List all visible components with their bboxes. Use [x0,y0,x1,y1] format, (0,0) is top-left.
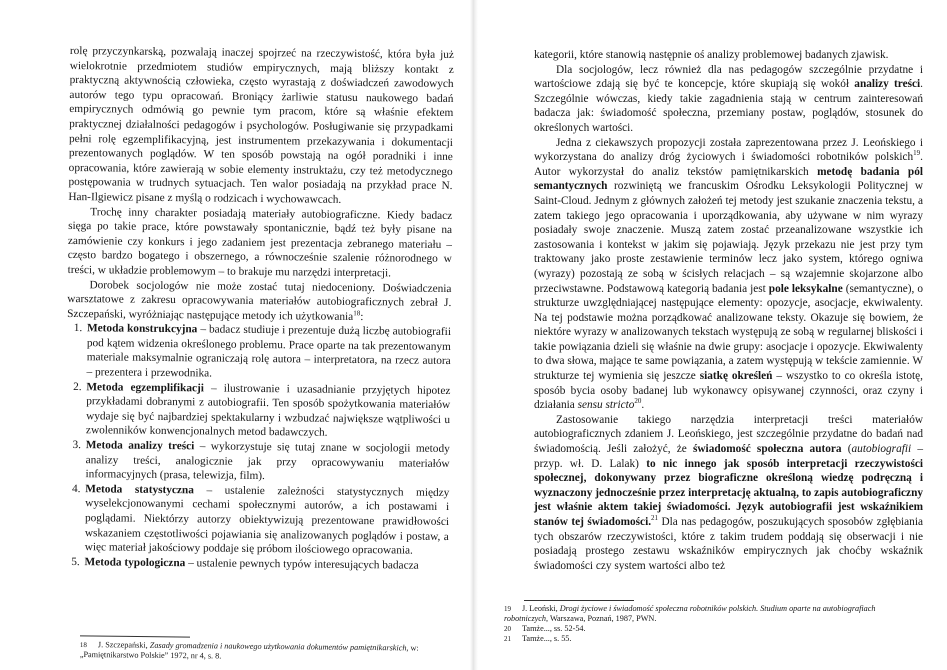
paragraph: Dorobek socjologów nie może zostać tutaj niedoceniony. Doświadczenia warsztatowe z zakresu opracowywania materiałów autobiograficznych zebrał J. Szczepański, wyróżniając następujące metody ich użytkowania$^{18}$: [67,278,452,323]
footnote-divider [80,635,190,637]
footnote-ref[interactable]: 18 [353,308,361,317]
list-item: 1. Metoda konstrukcyjna – badacz studiuje i prezentuje dużą liczbę autobiografii pod kątem widzenia określonego problemu. Prace oparte na tak prezentowanym materiale maksymalnie ograniczają rolę autora – interpretatora, na rzecz autora – prezentera i przewodnika. [84,321,451,383]
methods-list [64,321,451,573]
footnote: 20 Tamże..., ss. 52-54. [504,624,586,633]
paragraph: Zastosowanie takiego narzędzia interpretacji treści materiałów autobiograficznych zdaniem J. Leońskiego, jest szczególnie przydatne do badań nad świadomością. Jeśli założyć, że świadomość społeczna autora (autobiografii – przyp. wł. D. Lalak) to nic innego jak sposób interpretacji rzeczywistości społecznej, dokonywany przez biograficzne określoną wiedzę podręczną i wyznaczony jednocześnie przez interpretację aktualną, to zapis autobiograficzny jest właśnie aktem takiej świadomości. Język autobiografii jest wskaźnikiem stanów tej świadomości.$^{21}$ Dla nas pedagogów, poszukujących sposobów zgłębiania tych obszarów rzeczywistości, które z takim trudem poddają się obserwacji i nie posiadają prostego zestawu wskaźników empirycznych jak choćby wskaźnik świadomości czy system wartości albo też [534,413,923,572]
footnote: 18 J. Szczepański, Zasady gromadzenia i naukowego użytkowania dokumentów pamiętnikarskich, w: „Pamiętnikarstwo Polskie” 1972, nr 4, s. 8. [79,640,419,661]
list-item: 5. Metoda typologiczna – ustalenie pewnych typów interesujących badacza [82,555,448,573]
footnote-ref[interactable]: 19 [913,149,921,158]
list-item: 2. Metoda egzemplifikacji – ilustrowanie i uzasadnianie przyjętych hipotez przykładami dobranymi z autobiografii. Ten sposób spożytkowania materiałów wydaje się być najbardziej spektakularny i wzbudzać największe wątpliwości u zwolenników konwencjonalnych metod badawczych. [84,380,451,442]
paragraph: kategorii, które stanowią następnie oś analizy problemowej badanych zjawisk. [534,49,889,61]
footnote: 21 Tamże..., s. 55. [504,634,572,643]
list-item: 3. Metoda analizy treści – wykorzystuje się tutaj znane w socjologii metody analizy treści, analogicznie jak przy opracowywaniu materiałów informacyjnych (prasa, telewizja, film). [83,438,449,486]
footnote-ref[interactable]: 20 [634,397,642,406]
footnote-divider [524,600,634,601]
right-column [534,48,923,573]
left-column [64,44,453,573]
list-item: 4. Metoda statystyczna – ustalenie zależności statystycznych między wyselekcjonowanymi cechami społecznymi autorów, a ich postawami i poglądami. Niektórzy autorzy obiektywizują prezentowane prawidłowości wskazaniem częstotliwości pojawiania się analizowanych poglądów i postaw, a więc materiał jakościowy poddaje się próbom ilościowego opracowania. [83,482,450,559]
paragraph: rolę przyczynkarską, pozwalają inaczej spojrzeć na rzeczywistość, która była już wielokrotnie przedmiotem studiów empirycznych, mają bliższy kontakt z praktyczną aktywnością człowieka, często wyrastają z doświadczeń zawodowych autorów tego typu opracowań. Broniący żarliwie statusu naukowego badań empirycznych odmówią go pewnie tym pracom, które są właśnie efektem praktycznej działalności pedagogów i psychologów. Posługiwanie się przypadkami pełni rolę egzemplifikacyjną, jest instrumentem przekazywania i dokumentacji prezentowanych poglądów. W ten sposób powstają na ogół poradniki i inne opracowania, które zawierają w sobie elementy instruktażu, czy też metodycznego postępowania w trudnych sytuacjach. Ten walor posiadają na przykład prace N. Han-Ilgiewicz pisane z myślą o rodzicach i wychowawcach. [68,44,454,206]
right-page [474,0,947,670]
footnotes [504,604,904,644]
footnote-ref[interactable]: 21 [651,514,659,523]
paragraph: Dla socjologów, lecz również dla nas pedagogów szczególnie przydatne i wartościowe zdają się być te koncepcje, które skupiają się wokół analizy treści. Szczególnie wówczas, kiedy takie zagadnienia stają w centrum zainteresowań badacza jak: świadomość społeczna, przemiany postaw, poglądów, stosunek do określonych wartości. [534,63,923,134]
footnote: 19 J. Leoński, Drogi życiowe i świadomość społeczna robotników polskich. Studium oparte na autobiografiach robotniczych, Warszawa, Poznań, 1987, PWN. [504,604,876,623]
paragraph: Trochę inny charakter posiadają materiały autobiograficzne. Kiedy badacz sięga po takie prace, które powstawały spontanicznie, bądź też były pisane na zamówienie czy konkurs i jego zadaniem jest prezentacja zebranego materiału – często bardzo bogatego i obszernego, a równocześnie szalenie różnorodnego w treści, w układzie problemowym – to brakuje mu narzędzi interpretacji. [67,205,453,280]
paragraph: Jedna z ciekawszych propozycji została zaprezentowana przez J. Leońskiego i wykorzystana do analizy dróg życiowych i świadomości robotników polskich$^{19}$. Autor wykorzystał do analiz tekstów pamiętnikarskich metodę badania pól semantycznych rozwiniętą we francuskim Ośrodku Leksykologii Politycznej w Saint-Cloud. Jednym z głównych założeń tej metody jest szukanie znaczenia tekstu, a zatem takiego jego opracowania i uporządkowania, aby używane w nim wyrazy posiadały swoje znaczenie. Muszą zatem zostać przeanalizowane wszystkie ich zastosowania i kontekst w jakim się pojawiają. Język przekazu nie jest przy tym traktowany jako proste zestawienie terminów lecz jako system, którego ogniwa (wyrazy) pozostają ze sobą w ścisłych relacjach – są wzajemnie skojarzone albo przeciwstawne. Podstawową kategorią badania jest pole leksykalne (semantyczne), o strukturze uwzględniającej następujące elementy: opozycje, asocjacje, ekwiwalenty. Na tej podstawie można porządkować analizowane teksty. Okazuje się bowiem, że niektóre wyrazy w analizowanych tekstach występują ze sobą w regularnej bliskości i takie powiązania dzieli się właśnie na dwie grupy: asocjacje i opozycje. Ekwiwalenty to dwa słowa, mające te same powiązania, a zatem występują w tekście zamiennie. W strukturze tej wymienia się jeszcze siatkę określeń – wszystko to co określa istotę, sposób bycia osoby badanej lub wykonawcy opisywanej czynności, oraz czyny i działania sensu stricto$^{20}$. [534,136,924,412]
